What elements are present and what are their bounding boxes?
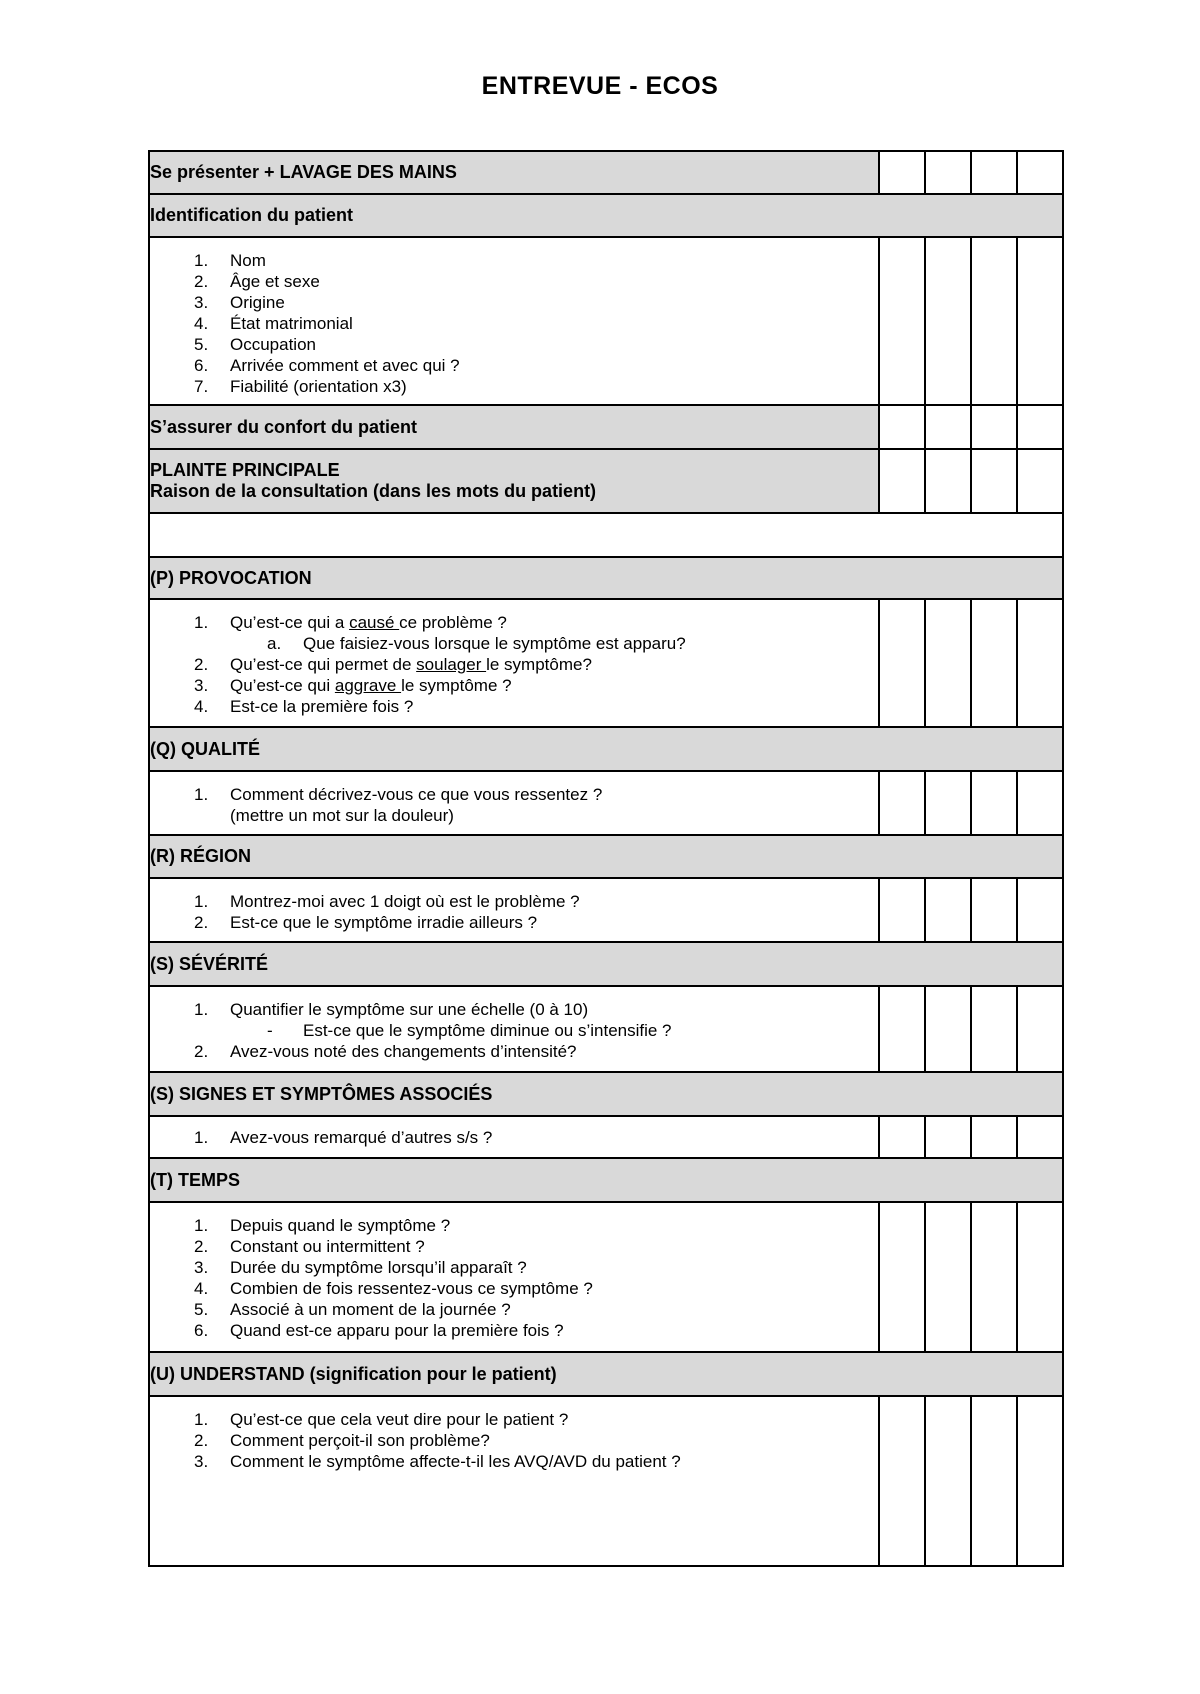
list-item: 2. Âge et sexe: [194, 272, 320, 291]
section-heading-cell: [149, 942, 1063, 986]
row-confort: [149, 405, 1063, 449]
checkbox-cell[interactable]: [879, 405, 925, 449]
list-item: 1. Nom: [194, 251, 266, 270]
list-item: 5. Occupation: [194, 335, 316, 354]
list-item: 4. Combien de fois ressentez-vous ce symptôme ?: [194, 1279, 593, 1298]
list-item: 4. État matrimonial: [194, 314, 353, 333]
row-identification-header: [149, 194, 1063, 237]
section-heading-cell: [149, 727, 1063, 771]
signes-list: [150, 1117, 878, 1148]
list-item: 5. Associé à un moment de la journée ?: [194, 1300, 511, 1319]
document-title: ENTREVUE - ECOS: [481, 72, 719, 100]
row-severite-items: [149, 986, 1063, 1072]
row-identification-items: [149, 237, 1063, 405]
checkbox-cell[interactable]: [925, 1202, 971, 1352]
section-heading: (U) UNDERSTAND (signification pour le patient): [150, 1363, 557, 1384]
list-item: 1. Avez-vous remarqué d’autres s/s ?: [194, 1128, 493, 1147]
checkbox-cell[interactable]: [1017, 151, 1063, 194]
checkbox-cell[interactable]: [925, 771, 971, 835]
list-item: 2. Comment perçoit-il son problème?: [194, 1431, 490, 1450]
section-heading: (R) RÉGION: [150, 846, 251, 866]
row-signes-header: [149, 1072, 1063, 1116]
checkbox-cell[interactable]: [879, 449, 925, 513]
row-heading: [150, 450, 878, 512]
checkbox-cell[interactable]: [1017, 405, 1063, 449]
section-heading-cell: [149, 1158, 1063, 1202]
row-qualite-items: [149, 771, 1063, 835]
provocation-list: [150, 600, 878, 717]
checkbox-cell[interactable]: [925, 599, 971, 727]
section-heading-cell: [149, 194, 1063, 237]
identification-list: [150, 238, 878, 397]
row-temps-items: [149, 1202, 1063, 1352]
row-heading: S’assurer du confort du patient: [150, 416, 418, 437]
checkbox-cell[interactable]: [1017, 1116, 1063, 1158]
checkbox-cell[interactable]: [971, 878, 1017, 942]
row-label-cell: [149, 449, 879, 513]
plainte-subtitle: Raison de la consultation (dans les mots du patient): [150, 481, 597, 501]
list-item: 6. Quand est-ce apparu pour la première fois ?: [194, 1321, 564, 1340]
qualite-list: [150, 772, 878, 826]
list-item: 6. Arrivée comment et avec qui ?: [194, 356, 460, 375]
list-subitem: - Est-ce que le symptôme diminue ou s’intensifie ?: [267, 1021, 672, 1040]
list-item-continuation: (mettre un mot sur la douleur): [230, 806, 454, 825]
list-item: 1. Qu’est-ce qui a causé ce problème ?: [194, 613, 507, 632]
item-list-cell: [149, 1202, 879, 1352]
row-signes-items: [149, 1116, 1063, 1158]
checkbox-cell[interactable]: [879, 771, 925, 835]
checkbox-cell[interactable]: [1017, 1202, 1063, 1352]
item-list-cell: [149, 878, 879, 942]
list-item: 2. Avez-vous noté des changements d’intensité?: [194, 1042, 577, 1061]
checkbox-cell[interactable]: [971, 986, 1017, 1072]
checkbox-cell[interactable]: [1017, 986, 1063, 1072]
checkbox-cell[interactable]: [971, 599, 1017, 727]
checkbox-cell[interactable]: [1017, 1396, 1063, 1566]
section-heading: (Q) QUALITÉ: [150, 738, 260, 759]
section-heading: (S) SIGNES ET SYMPTÔMES ASSOCIÉS: [150, 1083, 493, 1104]
row-temps-header: [149, 1158, 1063, 1202]
checkbox-cell[interactable]: [971, 771, 1017, 835]
list-item: 3. Durée du symptôme lorsqu’il apparaît ?: [194, 1258, 527, 1277]
list-item: 7. Fiabilité (orientation x3): [194, 377, 407, 396]
checkbox-cell[interactable]: [1017, 599, 1063, 727]
checkbox-cell[interactable]: [925, 1396, 971, 1566]
region-list: [150, 879, 878, 933]
section-heading-cell: [149, 1352, 1063, 1396]
checkbox-cell[interactable]: [1017, 449, 1063, 513]
checkbox-cell[interactable]: [925, 151, 971, 194]
checkbox-cell[interactable]: [879, 878, 925, 942]
row-plainte: [149, 449, 1063, 513]
answer-cell[interactable]: [149, 513, 1063, 557]
list-item: 3. Comment le symptôme affecte-t-il les AVQ/AVD du patient ?: [194, 1452, 681, 1471]
list-item: 2. Constant ou intermittent ?: [194, 1237, 425, 1256]
evaluation-grid: [148, 150, 1064, 1567]
list-item: 1. Montrez-moi avec 1 doigt où est le problème ?: [194, 892, 580, 911]
checkbox-cell[interactable]: [879, 151, 925, 194]
list-item: 1. Qu’est-ce que cela veut dire pour le patient ?: [194, 1410, 569, 1429]
checkbox-cell[interactable]: [971, 237, 1017, 405]
checkbox-cell[interactable]: [879, 1116, 925, 1158]
row-heading: Se présenter + LAVAGE DES MAINS: [150, 162, 457, 182]
checkbox-cell[interactable]: [971, 1116, 1017, 1158]
checkbox-cell[interactable]: [879, 1396, 925, 1566]
list-item: 1. Depuis quand le symptôme ?: [194, 1216, 451, 1235]
list-item: 3. Origine: [194, 293, 285, 312]
checkbox-cell[interactable]: [925, 405, 971, 449]
list-item: 3. Qu’est-ce qui aggrave le symptôme ?: [194, 676, 512, 695]
item-list-cell: [149, 599, 879, 727]
row-label-cell: [149, 405, 879, 449]
section-heading-cell: [149, 557, 1063, 599]
understand-list: [150, 1397, 878, 1472]
row-understand-items: [149, 1396, 1063, 1566]
checkbox-cell[interactable]: [925, 986, 971, 1072]
checkbox-cell[interactable]: [971, 151, 1017, 194]
checkbox-cell[interactable]: [971, 449, 1017, 513]
section-heading: (S) SÉVÉRITÉ: [150, 953, 269, 974]
checkbox-cell[interactable]: [925, 237, 971, 405]
list-item: 1. Quantifier le symptôme sur une échelle (0 à 10): [194, 1000, 589, 1019]
checkbox-cell[interactable]: [1017, 878, 1063, 942]
checkbox-cell[interactable]: [971, 1202, 1017, 1352]
checkbox-cell[interactable]: [925, 449, 971, 513]
plainte-title: PLAINTE PRINCIPALE: [150, 460, 340, 480]
row-severite-header: [149, 942, 1063, 986]
row-region-header: [149, 835, 1063, 878]
checkbox-cell[interactable]: [971, 1396, 1017, 1566]
row-provocation-header: [149, 557, 1063, 599]
item-list-cell: [149, 771, 879, 835]
row-qualite-header: [149, 727, 1063, 771]
item-list-cell: [149, 237, 879, 405]
checkbox-cell[interactable]: [879, 1202, 925, 1352]
list-subitem: a. Que faisiez-vous lorsque le symptôme est apparu?: [267, 634, 686, 653]
checkbox-cell[interactable]: [879, 986, 925, 1072]
section-heading: (P) PROVOCATION: [150, 567, 312, 588]
row-provocation-items: [149, 599, 1063, 727]
list-item: 2. Qu’est-ce qui permet de soulager le symptôme?: [194, 655, 592, 674]
checkbox-cell[interactable]: [971, 405, 1017, 449]
list-item: 2. Est-ce que le symptôme irradie ailleurs ?: [194, 913, 538, 932]
temps-list: [150, 1203, 878, 1341]
severite-list: [150, 987, 878, 1062]
checkbox-cell[interactable]: [1017, 237, 1063, 405]
list-item: 4. Est-ce la première fois ?: [194, 697, 414, 716]
section-heading: Identification du patient: [150, 205, 353, 225]
checkbox-cell[interactable]: [879, 599, 925, 727]
checkbox-cell[interactable]: [925, 878, 971, 942]
row-understand-header: [149, 1352, 1063, 1396]
row-label-cell: [149, 151, 879, 194]
item-list-cell: [149, 1396, 879, 1566]
checkbox-cell[interactable]: [1017, 771, 1063, 835]
item-list-cell: [149, 1116, 879, 1158]
section-heading: (T) TEMPS: [150, 1169, 240, 1190]
item-list-cell: [149, 986, 879, 1072]
row-region-items: [149, 878, 1063, 942]
row-plainte-answer: [149, 513, 1063, 557]
section-heading-cell: [149, 835, 1063, 878]
row-presenter: [149, 151, 1063, 194]
checkbox-cell[interactable]: [879, 237, 925, 405]
checkbox-cell[interactable]: [925, 1116, 971, 1158]
section-heading-cell: [149, 1072, 1063, 1116]
list-item: 1. Comment décrivez-vous ce que vous ressentez ?: [194, 785, 603, 804]
